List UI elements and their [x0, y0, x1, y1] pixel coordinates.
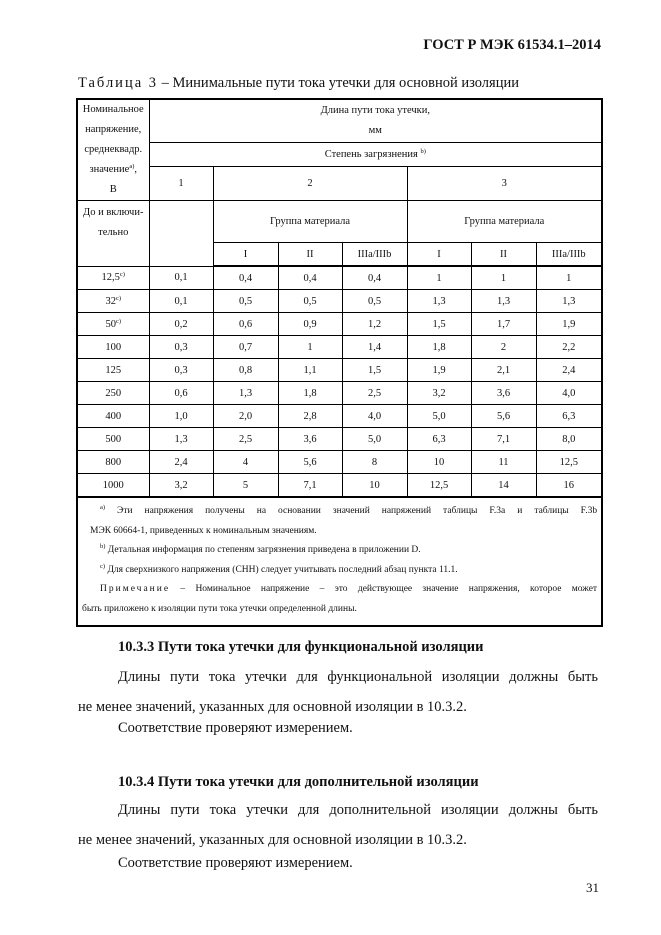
- table-row: [77, 290, 602, 313]
- section-paragraph: [78, 662, 598, 722]
- creepage-value-cell: 1,3: [536, 290, 602, 313]
- creepage-value-cell: 0,5: [342, 290, 407, 313]
- creepage-value-cell: 2,0: [213, 405, 278, 428]
- creepage-value-cell: 5,0: [342, 428, 407, 451]
- creepage-value-cell: 8: [342, 451, 407, 474]
- creepage-value-cell: 8,0: [536, 428, 602, 451]
- creepage-value-cell: 4,0: [536, 382, 602, 405]
- creepage-value-cell: 10: [342, 474, 407, 498]
- pollution-degree-2: 2: [213, 166, 407, 200]
- creepage-table: [76, 98, 603, 627]
- section-heading: 10.3.3 Пути тока утечки для функциональной изоляции: [118, 639, 484, 655]
- table-note-text: – Номинальное напряжение – это действующее значение напряжения, которое может: [170, 584, 598, 594]
- creepage-value-cell: 1: [407, 266, 471, 290]
- creepage-value-cell: 3,6: [471, 382, 536, 405]
- voltage-value: 32: [105, 295, 116, 307]
- footnote-ref-c: с): [119, 271, 125, 279]
- pollution-degree-1: 1: [149, 166, 213, 200]
- creepage-value-cell: 6,3: [536, 405, 602, 428]
- section-paragraph: [78, 795, 598, 855]
- table-row: [77, 451, 602, 474]
- paragraph-line: Длины пути тока утечки для дополнительной изоляции должны быть: [118, 802, 598, 818]
- creepage-value-cell: 3,2: [149, 474, 213, 498]
- range-header-line: тельно: [98, 227, 129, 238]
- creepage-value-cell: 2,5: [342, 382, 407, 405]
- creepage-value-cell: 3,6: [278, 428, 342, 451]
- creepage-value-cell: 0,2: [149, 313, 213, 336]
- pollution-header-text: Степень загрязнения: [324, 149, 418, 161]
- creepage-value-cell: 4,0: [342, 405, 407, 428]
- voltage-cell: [77, 359, 149, 382]
- voltage-header-cell: [77, 99, 149, 201]
- creepage-value-cell: 1: [471, 266, 536, 290]
- voltage-header-line: напряжение,: [85, 124, 142, 135]
- conformity-line: Соответствие проверяют измерением.: [118, 720, 353, 736]
- footnote-c: [82, 561, 597, 581]
- creepage-table-container: [76, 98, 601, 627]
- table-row: [77, 382, 602, 405]
- table-body: [77, 266, 602, 497]
- creepage-value-cell: 0,3: [149, 359, 213, 382]
- voltage-header-line: Номинальное: [82, 104, 144, 115]
- material-group-cell: IIIa/IIIb: [536, 243, 602, 267]
- material-group-header-2: Группа материала: [213, 201, 407, 243]
- voltage-value: 250: [105, 387, 122, 399]
- length-header-cell: [149, 99, 602, 143]
- creepage-value-cell: 2,4: [149, 451, 213, 474]
- creepage-value-cell: 1,3: [213, 382, 278, 405]
- voltage-cell: [77, 451, 149, 474]
- creepage-value-cell: 1,9: [536, 313, 602, 336]
- creepage-value-cell: 2,4: [536, 359, 602, 382]
- creepage-value-cell: 1,9: [407, 359, 471, 382]
- page-number: 31: [586, 880, 599, 895]
- footnote-a: [82, 502, 597, 522]
- footnote-ref-c: с): [115, 294, 122, 302]
- voltage-value: 400: [105, 410, 122, 422]
- empty-cell: [149, 201, 213, 267]
- footnote-ref-a: а): [129, 163, 135, 170]
- creepage-value-cell: 7,1: [471, 428, 536, 451]
- creepage-value-cell: 1,8: [278, 382, 342, 405]
- creepage-value-cell: 0,1: [149, 290, 213, 313]
- voltage-header-line-text: значение: [89, 164, 130, 175]
- creepage-value-cell: 1,8: [407, 336, 471, 359]
- footnote-b-mark: b): [100, 543, 106, 550]
- creepage-value-cell: 11: [471, 451, 536, 474]
- creepage-value-cell: 2,2: [536, 336, 602, 359]
- voltage-cell: [77, 290, 149, 313]
- paragraph-line: Длины пути тока утечки для функциональной изоляции должны быть: [118, 669, 598, 685]
- creepage-value-cell: 5: [213, 474, 278, 498]
- table-row: [77, 428, 602, 451]
- footnote-b: [82, 541, 597, 561]
- creepage-value-cell: 0,7: [213, 336, 278, 359]
- table-note: [82, 580, 597, 600]
- table-title: [78, 75, 519, 92]
- pollution-degree-3: 3: [407, 166, 602, 200]
- table-row: [77, 359, 602, 382]
- creepage-value-cell: 5,6: [471, 405, 536, 428]
- footnote-a-mark: а): [100, 504, 106, 511]
- table-row: [77, 336, 602, 359]
- paragraph-line: не менее значений, указанных для основной изоляции в 10.3.2.: [78, 699, 467, 715]
- creepage-value-cell: 2,8: [278, 405, 342, 428]
- voltage-cell: [77, 382, 149, 405]
- creepage-value-cell: 1: [536, 266, 602, 290]
- creepage-value-cell: 14: [471, 474, 536, 498]
- footnote-ref-b: b): [420, 148, 426, 156]
- voltage-cell: [77, 313, 149, 336]
- creepage-value-cell: 12,5: [536, 451, 602, 474]
- voltage-cell: [77, 405, 149, 428]
- table-title-label: Таблица 3: [78, 75, 159, 91]
- creepage-value-cell: 1,3: [149, 428, 213, 451]
- footnote-c-text: Для сверхнизкого напряжения (СНН) следует учитывать последний абзац пункта 11.1.: [107, 564, 458, 575]
- creepage-value-cell: 2,1: [471, 359, 536, 382]
- creepage-value-cell: 6,3: [407, 428, 471, 451]
- creepage-value-cell: 1,3: [471, 290, 536, 313]
- creepage-value-cell: 1,0: [149, 405, 213, 428]
- range-header-line: До и включи-: [83, 207, 144, 218]
- paragraph-line: не менее значений, указанных для основной изоляции в 10.3.2.: [78, 832, 467, 848]
- footnote-a-text: Эти напряжения получены на основании значений напряжений таблицы F.3a и таблицы F.3b: [117, 506, 598, 516]
- table-row: [77, 405, 602, 428]
- creepage-value-cell: 1,2: [342, 313, 407, 336]
- pollution-header-cell: [149, 143, 602, 166]
- footnote-ref-c: с): [115, 317, 122, 325]
- creepage-value-cell: 1,5: [407, 313, 471, 336]
- creepage-value-cell: 16: [536, 474, 602, 498]
- creepage-value-cell: 0,5: [213, 290, 278, 313]
- conformity-line: Соответствие проверяют измерением.: [118, 855, 353, 871]
- material-group-cell: II: [278, 243, 342, 267]
- creepage-value-cell: 1,4: [342, 336, 407, 359]
- creepage-value-cell: 0,5: [278, 290, 342, 313]
- creepage-value-cell: 1,1: [278, 359, 342, 382]
- footnote-c-mark: с): [100, 562, 106, 570]
- length-header-line: мм: [368, 125, 382, 137]
- creepage-value-cell: 2,5: [213, 428, 278, 451]
- voltage-cell: [77, 474, 149, 498]
- creepage-value-cell: 0,1: [149, 266, 213, 290]
- voltage-cell: [77, 336, 149, 359]
- creepage-value-cell: 0,6: [213, 313, 278, 336]
- voltage-value: 100: [105, 341, 122, 353]
- creepage-value-cell: 0,6: [149, 382, 213, 405]
- document-header: ГОСТ Р МЭК 61534.1–2014: [423, 37, 601, 53]
- table-row: [77, 313, 602, 336]
- creepage-value-cell: 0,4: [278, 266, 342, 290]
- table-note-continued: быть приложено к изоляции пути тока утечки определенной длины.: [82, 603, 357, 614]
- voltage-cell: [77, 428, 149, 451]
- footnote-b-text: Детальная информация по степеням загрязнения приведена в приложении D.: [107, 545, 421, 555]
- creepage-value-cell: 1,5: [342, 359, 407, 382]
- table-note-label: Примечание: [100, 584, 171, 594]
- creepage-value-cell: 4: [213, 451, 278, 474]
- voltage-value: 50: [105, 318, 116, 330]
- creepage-value-cell: 1,7: [471, 313, 536, 336]
- creepage-value-cell: 5,6: [278, 451, 342, 474]
- creepage-value-cell: 0,4: [342, 266, 407, 290]
- range-header-cell: [77, 201, 149, 267]
- voltage-value: 125: [105, 364, 122, 376]
- voltage-cell: [77, 266, 149, 290]
- material-group-header-3: Группа материала: [407, 201, 602, 243]
- voltage-value: 12,5: [101, 272, 120, 284]
- material-group-cell: IIIa/IIIb: [342, 243, 407, 267]
- section-heading: 10.3.4 Пути тока утечки для дополнительной изоляции: [118, 774, 479, 790]
- material-group-cell: I: [213, 243, 278, 267]
- voltage-header-line: В: [109, 184, 117, 195]
- length-header-line: Длина пути тока утечки,: [320, 105, 430, 117]
- creepage-value-cell: 0,9: [278, 313, 342, 336]
- creepage-value-cell: 2: [471, 336, 536, 359]
- voltage-value: 500: [105, 433, 122, 445]
- voltage-header-line: значение$^{а)}$,: [89, 163, 138, 175]
- table-row: [77, 474, 602, 498]
- creepage-value-cell: 7,1: [278, 474, 342, 498]
- material-group-cell: I: [407, 243, 471, 267]
- creepage-value-cell: 12,5: [407, 474, 471, 498]
- voltage-header-line: среднеквадр.: [84, 144, 143, 155]
- creepage-value-cell: 0,4: [213, 266, 278, 290]
- table-title-text: – Минимальные пути тока утечки для основной изоляции: [158, 75, 519, 91]
- creepage-value-cell: 0,3: [149, 336, 213, 359]
- material-group-cell: II: [471, 243, 536, 267]
- creepage-value-cell: 0,8: [213, 359, 278, 382]
- table-footnotes: [77, 497, 602, 626]
- voltage-value: 1000: [102, 479, 124, 491]
- creepage-value-cell: 3,2: [407, 382, 471, 405]
- creepage-value-cell: 5,0: [407, 405, 471, 428]
- table-row: [77, 266, 602, 290]
- creepage-value-cell: 10: [407, 451, 471, 474]
- creepage-value-cell: 1: [278, 336, 342, 359]
- creepage-value-cell: 1,3: [407, 290, 471, 313]
- voltage-value: 800: [105, 456, 122, 468]
- footnote-a-continued: МЭК 60664-1, приведенных к номинальным значениям.: [90, 525, 317, 536]
